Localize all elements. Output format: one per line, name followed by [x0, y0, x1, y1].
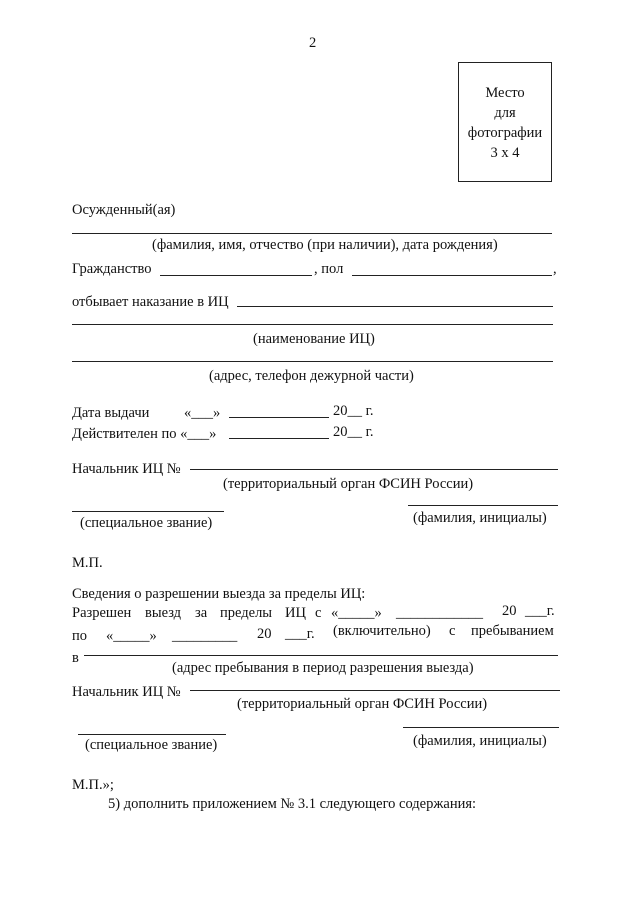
valid-until-year: 20__ г. [333, 424, 374, 440]
photo-box-line-4: 3 х 4 [490, 145, 520, 161]
sex-line [352, 275, 552, 276]
issue-date-label: Дата выдачи [72, 405, 150, 421]
serving-line-1 [237, 306, 553, 307]
photo-box-line-3: фотографии [467, 125, 543, 141]
exit-line2-w8: пребыванием [471, 623, 554, 639]
valid-until-month-line [229, 438, 329, 439]
exit-line3-prefix: в [72, 650, 79, 666]
name-line [408, 505, 558, 506]
exit-line1-w5: ИЦ [285, 605, 306, 621]
exit-line1-w3: за [195, 605, 208, 621]
citizenship-line [160, 275, 312, 276]
issue-date-quote: «___» [184, 405, 221, 421]
page-number: 2 [309, 35, 317, 51]
exit-line1-w8: ____________ [396, 605, 483, 621]
convicted-name-line [72, 233, 552, 234]
rank-line [72, 511, 224, 512]
exit-line2-w6: (включительно) [333, 623, 431, 639]
exit-line1-w2: выезд [145, 605, 182, 621]
valid-until-label: Действителен по «___» [72, 426, 217, 442]
rank2-caption: (специальное звание) [85, 737, 218, 753]
exit-line1-w6: с [315, 605, 322, 621]
photo-placeholder-box [458, 62, 552, 182]
photo-box-line-2: для [494, 105, 516, 121]
citizenship-end-comma: , [553, 261, 557, 277]
exit-line1-w9: 20 [502, 603, 517, 619]
chief-caption: (территориальный орган ФСИН России) [223, 476, 474, 492]
issue-date-year: 20__ г. [333, 403, 374, 419]
name-caption: (фамилия, инициалы) [413, 510, 547, 526]
exit-line1-w4: пределы [220, 605, 273, 621]
chief2-caption: (территориальный орган ФСИН России) [237, 696, 488, 712]
exit-line2-w1: по [72, 628, 88, 644]
ic-name-caption: (наименование ИЦ) [253, 331, 375, 347]
exit-line1-w1: Разрешен [72, 605, 132, 621]
amendment-item: 5) дополнить приложением № 3.1 следующего содержания: [108, 796, 477, 812]
convicted-label: Осужденный(ая) [72, 202, 176, 218]
serving-line-2 [72, 324, 553, 325]
chief2-label: Начальник ИЦ № [72, 684, 181, 700]
rank-caption: (специальное звание) [80, 515, 213, 531]
exit-permission-title: Сведения о разрешении выезда за пределы ИЦ: [72, 586, 366, 602]
chief2-line [190, 690, 560, 691]
photo-box-line-1: Место [485, 85, 525, 101]
sex-label: , пол [314, 261, 344, 277]
chief-line [190, 469, 558, 470]
stamp-placeholder: М.П. [72, 555, 103, 571]
ic-address-caption: (адрес, телефон дежурной части) [209, 368, 414, 384]
exit-line2-w5: ___г. [285, 626, 315, 642]
citizenship-label: Гражданство [72, 261, 152, 277]
exit-line1-w7: «_____» [331, 605, 382, 621]
exit-line2-w2: «_____» [106, 628, 157, 644]
convicted-caption: (фамилия, имя, отчество (при наличии), дата рождения) [152, 237, 498, 253]
exit-line2-w4: 20 [257, 626, 272, 642]
issue-date-month-line [229, 417, 329, 418]
chief-label: Начальник ИЦ № [72, 461, 181, 477]
name2-caption: (фамилия, инициалы) [413, 733, 547, 749]
exit-line2-w3: _________ [172, 628, 238, 644]
stamp2-placeholder: М.П.»; [72, 777, 114, 793]
ic-address-line [72, 361, 553, 362]
rank2-line [78, 734, 226, 735]
exit-line2-w7: с [449, 623, 456, 639]
exit-address-caption: (адрес пребывания в период разрешения выезда) [172, 660, 474, 676]
serving-label: отбывает наказание в ИЦ [72, 294, 229, 310]
name2-line [403, 727, 559, 728]
exit-line1-w10: ___г. [525, 603, 555, 619]
exit-address-line [84, 655, 558, 656]
